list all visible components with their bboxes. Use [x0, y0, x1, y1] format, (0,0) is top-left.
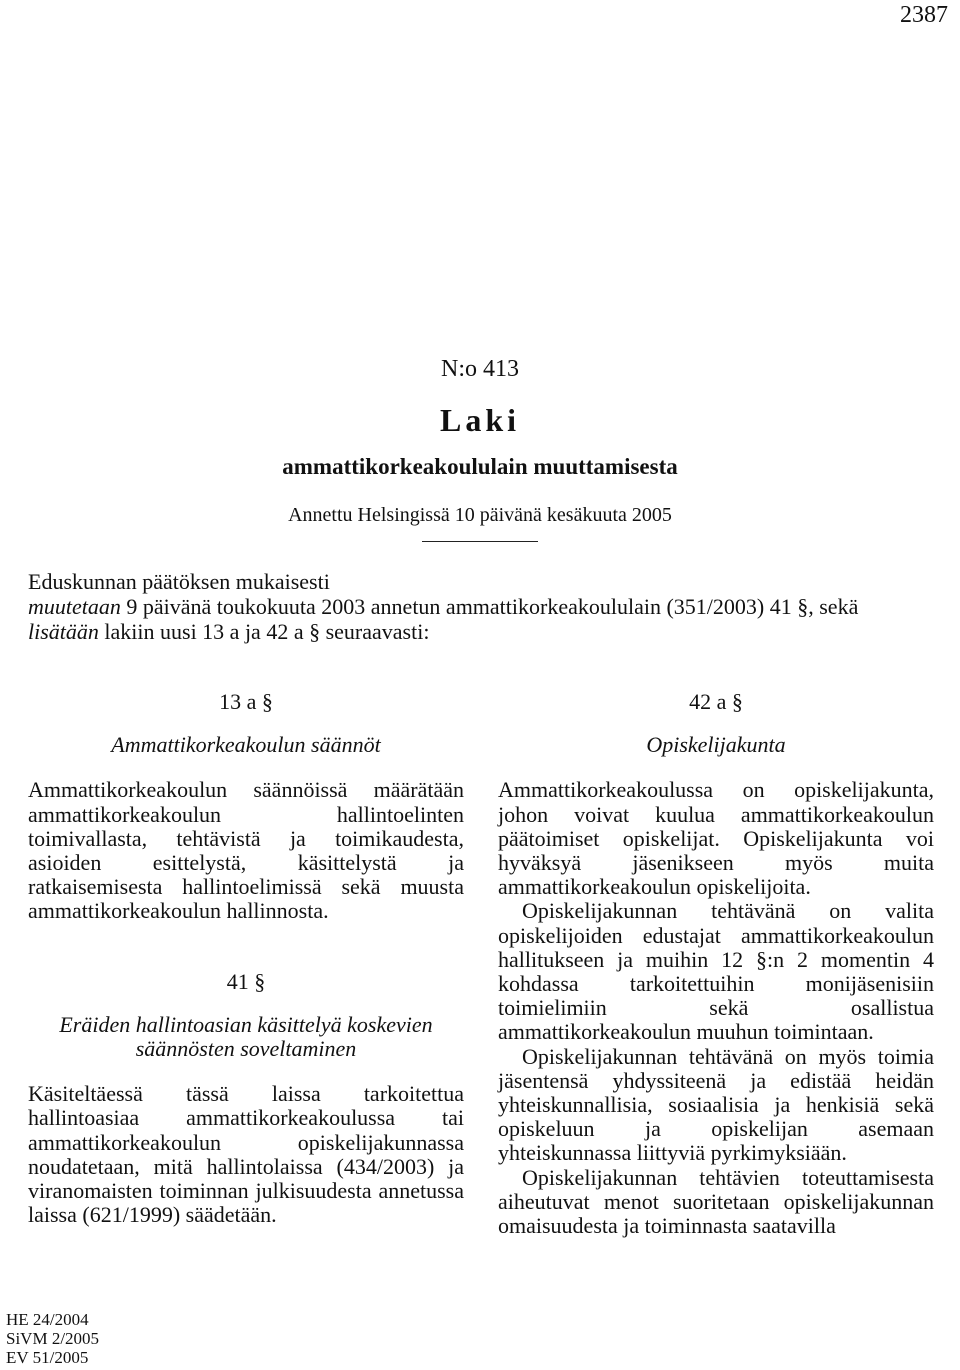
page-number: 2387 [900, 2, 948, 28]
section-41-paragraph: Käsiteltäessä tässä laissa tarkoitettua hallintoasiaa ammattikorkeakoulussa tai ammattikorkeakoulun opiskelijakunnassa noudatetaan, mitä hallintolaissa (434/2003) ja viranomaisten toiminnan julkisuudesta annetussa laissa (621/1999) säädetään. [28, 1081, 464, 1228]
given-date: Annettu Helsingissä 10 päivänä kesäkuuta 2005 [288, 504, 672, 526]
reference-ev: EV 51/2005 [6, 1348, 89, 1367]
section-42a-paragraph-3: Opiskelijakunnan tehtävänä on myös toimia jäsentensä yhdyssiteenä ja edistää heidän yhteiskunnallisia, sosiaalisia ja henkisiä sekä opiskeluun ja opiskelijan asemaan yhteiskunnassa liittyviä pyrkimyksiään. [498, 1043, 934, 1166]
amend-text: 9 päivänä toukokuuta 2003 annetun ammattikorkeakoululain (351/2003) 41 §, sekä [120, 594, 859, 619]
section-41-title-line-2: säännösten soveltaminen [135, 1036, 357, 1062]
section-13a-title: Ammattikorkeakoulun säännöt [111, 732, 381, 758]
preamble-line-2 [28, 594, 958, 619]
section-42a-paragraph-2: Opiskelijakunnan tehtävänä on valita opiskelijoiden edustajat ammattikorkeakoulun hallitukseen ja muihin 12 §:n 2 momentin 4 kohdassa tarkoitettuihin monijäsenisiin toimielimiin sekä osallistua ammattikorkeakoulun muuhun toimintaan. [498, 898, 934, 1045]
statute-title: ammattikorkeakoululain muuttamisesta [282, 454, 678, 479]
divider [422, 541, 538, 542]
statute-kind: Laki [439, 402, 521, 438]
section-41-title-line-1: Eräiden hallintoasian käsittelyä koskevien [59, 1011, 433, 1037]
section-13a-paragraph: Ammattikorkeakoulun säännöissä määrätään ammattikorkeakoulun hallintoelinten toimivallasta, tehtävistä ja toimikaudesta, asioiden esittelystä, käsittelystä ja ratkaisemisesta hallintoelimissä sekä muusta ammattikorkeakoulun hallinnosta. [28, 777, 464, 924]
preamble-line-3 [28, 619, 958, 644]
left-column [28, 688, 464, 1227]
section-42a-paragraph-1: Ammattikorkeakoulussa on opiskelijakunta, johon voivat kuulua ammattikorkeakoulun päätoimiset opiskelijat. Opiskelijakunta voi hyväksyä jäsenikseen myös muita ammattikorkeakoulun opiskelijoita. [498, 777, 934, 900]
right-column [498, 688, 934, 1238]
section-42a-number: 42 a § [689, 689, 743, 714]
preamble [28, 569, 958, 644]
section-41-number: 41 § [226, 968, 266, 994]
add-text: lakiin uusi 13 a ja 42 a § seuraavasti: [98, 619, 430, 644]
add-keyword: lisätään [28, 619, 99, 644]
reference-sivm: SiVM 2/2005 [6, 1329, 100, 1348]
section-13a-number: 13 a § [219, 689, 273, 714]
preamble-line-1: Eduskunnan päätöksen mukaisesti [28, 569, 330, 594]
reference-he: HE 24/2004 [6, 1310, 89, 1329]
amend-keyword: muutetaan [28, 594, 121, 619]
statute-number: N:o 413 [441, 356, 519, 382]
section-42a-paragraph-4: Opiskelijakunnan tehtävien toteuttamisesta aiheutuvat menot suoritetaan opiskelijakunnan omaisuudesta ja toiminnasta saatavilla [498, 1164, 934, 1239]
section-42a-title: Opiskelijakunta [646, 732, 786, 758]
legislative-references [6, 1310, 99, 1367]
